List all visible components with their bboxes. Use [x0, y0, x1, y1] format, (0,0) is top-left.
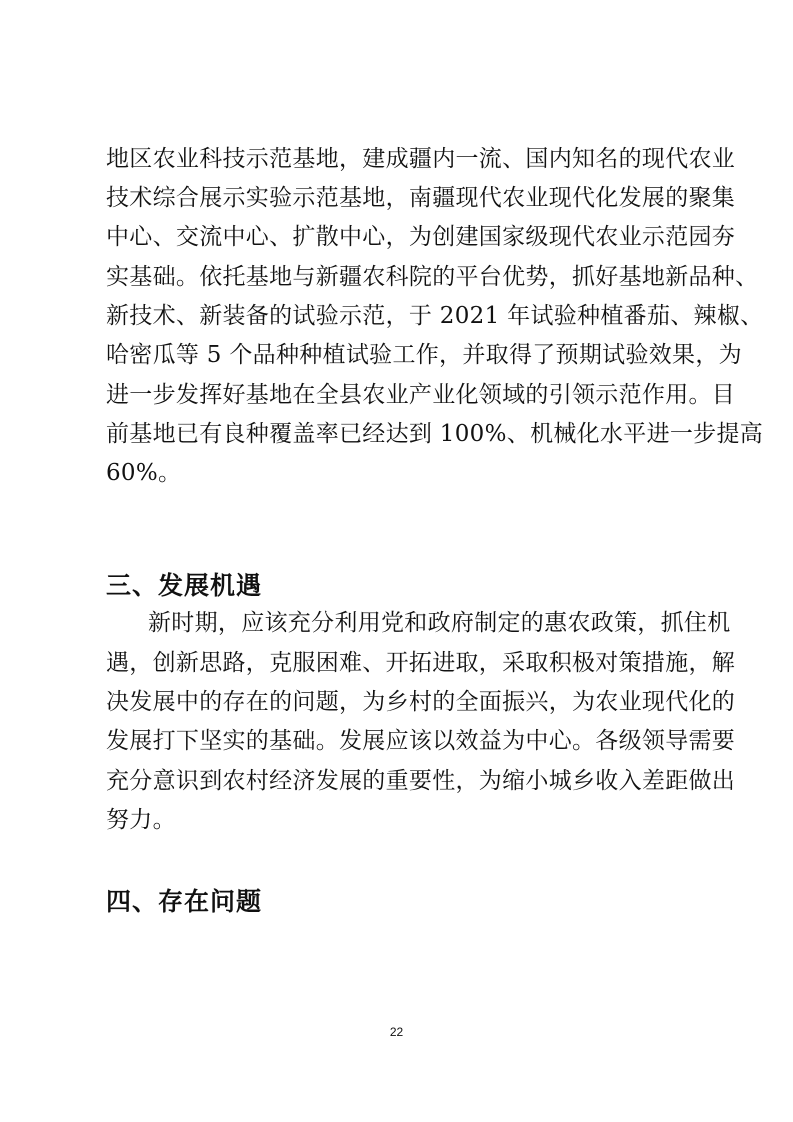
paragraph-line: 前基地已有良种覆盖率已经达到 100%、机械化水平进一步提高 [106, 421, 764, 447]
paragraph-line: 技术综合展示实验示范基地，南疆现代农业现代化发展的聚集 [106, 185, 736, 211]
paragraph-line: 努力。 [106, 807, 176, 833]
paragraph-line: 新技术、新装备的试验示范，于 2021 年试验种植番茄、辣椒、 [106, 303, 764, 329]
paragraph-line: 60%。 [106, 460, 182, 486]
section-heading-problems: 四、存在问题 [106, 887, 263, 916]
paragraph-line: 决发展中的存在的问题，为乡村的全面振兴，为农业现代化的 [106, 689, 736, 715]
paragraph-line: 实基础。依托基地与新疆农科院的平台优势，抓好基地新品种、 [106, 264, 759, 290]
paragraph-line: 哈密瓜等 5 个品种种植试验工作，并取得了预期试验效果，为 [106, 342, 742, 368]
paragraph-line: 地区农业科技示范基地，建成疆内一流、国内知名的现代农业 [106, 146, 736, 172]
paragraph-line: 中心、交流中心、扩散中心，为创建国家级现代农业示范园夯 [106, 224, 736, 250]
paragraph-line: 新时期，应该充分利用党和政府制定的惠农政策，抓住机 [148, 610, 731, 636]
paragraph-line: 进一步发挥好基地在全县农业产业化领域的引领示范作用。目 [106, 382, 736, 408]
paragraph-line: 充分意识到农村经济发展的重要性，为缩小城乡收入差距做出 [106, 768, 736, 794]
page-number: 22 [389, 1025, 404, 1039]
section-heading-opportunities: 三、发展机遇 [106, 571, 263, 600]
paragraph-line: 遇，创新思路，克服困难、开拓进取，采取积极对策措施，解 [106, 650, 736, 676]
paragraph-line: 发展打下坚实的基础。发展应该以效益为中心。各级领导需要 [106, 728, 736, 754]
